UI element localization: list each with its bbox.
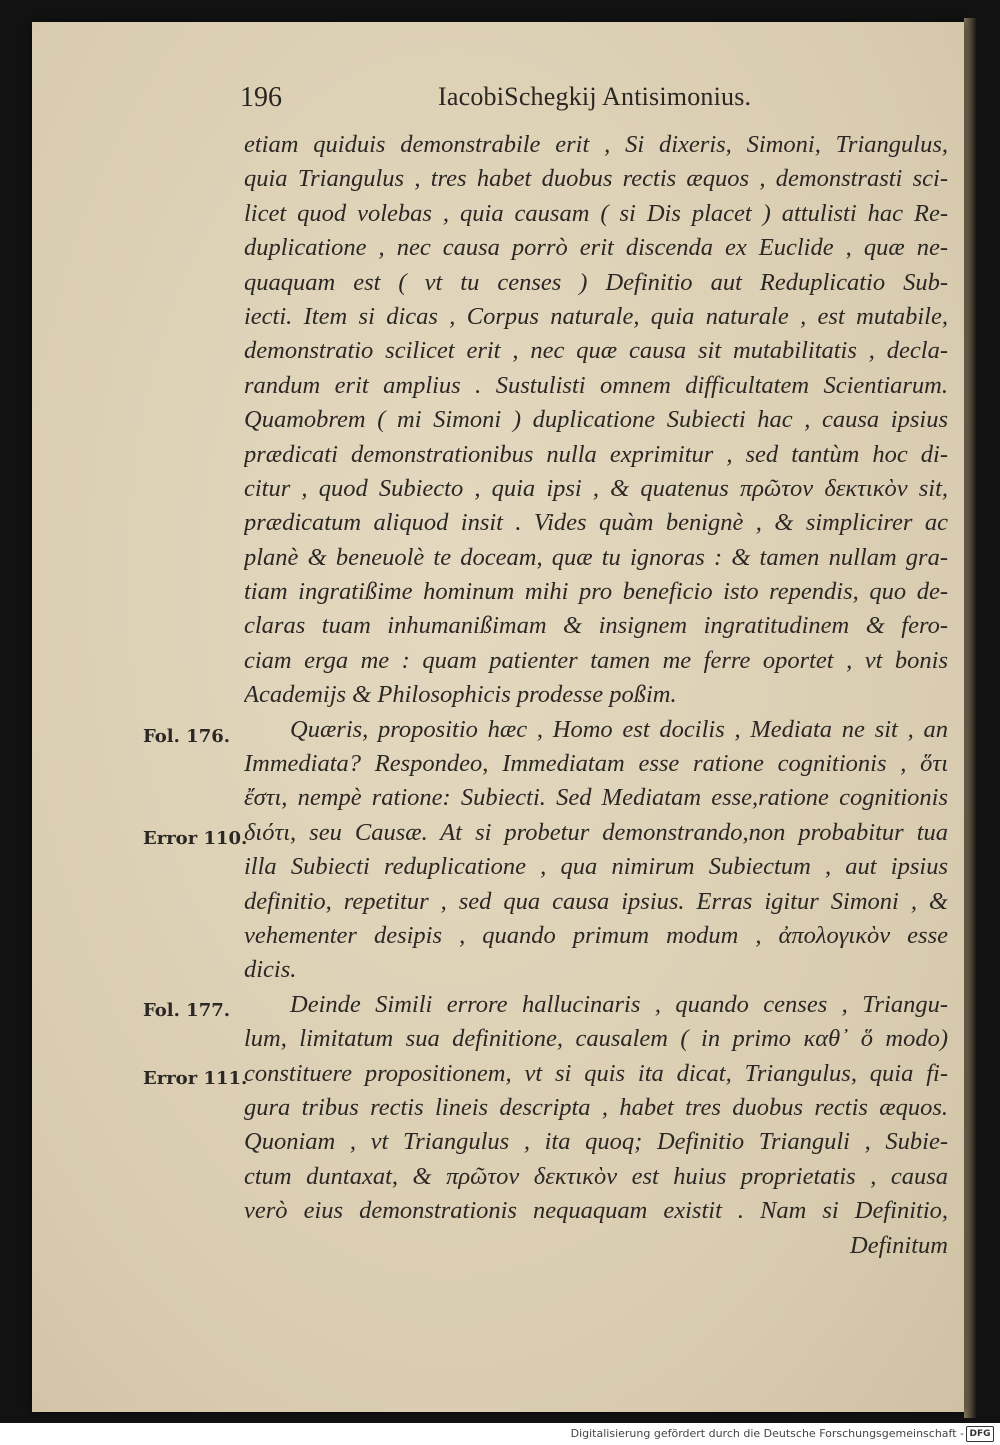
text-line: constituere propositionem, vt si quis ita dicat, Triangulus, quia fi- <box>244 1059 948 1087</box>
text-line: Academijs & Philosophicis prodesse poßim. <box>244 681 677 709</box>
page-header <box>240 82 780 122</box>
text-line: illa Subiecti reduplicatione , qua nimirum Subiectum , aut ipsius <box>244 853 948 881</box>
page-number: 196 <box>240 82 282 113</box>
text-line: Quoniam , vt Triangulus , ita quoq; Definitio Trianguli , Subie- <box>244 1128 948 1156</box>
margin-note-error-110: Error 110. <box>143 828 248 849</box>
dfg-logo-icon: DFG <box>966 1426 994 1442</box>
text-line-paragraph-start: Deinde Simili errore hallucinaris , quando censes , Triangu- <box>290 990 948 1018</box>
text-line: Immediata? Respondeo, Immediatam esse ratione cognitionis , ὅτι <box>244 750 948 778</box>
text-line: randum erit amplius . Sustulisti omnem difficultatem Scientiarum. <box>244 371 948 399</box>
text-line: Quamobrem ( mi Simoni ) duplicatione Subiecti hac , causa ipsius <box>244 406 948 434</box>
text-line: claras tuam inhumanißimam & insignem ingratitudinem & fero- <box>244 612 948 640</box>
text-line: licet quod volebas , quia causam ( si Dis placet ) attulisti hac Re- <box>244 199 948 227</box>
text-line: gura tribus rectis lineis descripta , habet tres duobus rectis æquos. <box>244 1093 948 1121</box>
funding-notice: Digitalisierung gefördert durch die Deutsche Forschungsgemeinschaft - <box>570 1427 964 1440</box>
text-line: demonstratio scilicet erit , nec quæ causa sit mutabilitatis , decla- <box>244 337 948 365</box>
text-line: etiam quiduis demonstrabile erit , Si dixeris, Simoni, Triangulus, <box>244 131 948 158</box>
text-line: quia Triangulus , tres habet duobus rectis æquos , demonstrasti sci- <box>244 165 948 193</box>
text-line: verò eius demonstrationis nequaquam existit . Nam si Definitio, <box>244 1197 948 1225</box>
text-line: quaquam est ( vt tu censes ) Definitio aut Reduplicatio Sub- <box>244 268 948 296</box>
margin-note-fol-176: Fol. 176. <box>143 726 231 747</box>
margin-note-fol-177: Fol. 177. <box>143 1000 231 1021</box>
text-line: planè & beneuolè te doceam, quæ tu ignoras : & tamen nullam gra- <box>244 543 948 571</box>
text-line: definitio, repetitur , sed qua causa ipsius. Erras igitur Simoni , & <box>244 887 948 915</box>
text-line: prædicati demonstrationibus nulla exprimitur , sed tantùm hoc di- <box>244 440 948 468</box>
text-line: dicis. <box>244 956 297 984</box>
text-line: citur , quod Subiecto , quia ipsi , & quatenus πρῶτον δεκτικὸν sit, <box>244 474 948 502</box>
text-line: vehementer desipis , quando primum modum , ἀπολογικὸν esse <box>244 921 948 949</box>
text-line: ciam erga me : quam patienter tamen me ferre oportet , vt bonis <box>244 646 948 674</box>
text-line: διότι, seu Causæ. At si probetur demonstrando,non probabitur tua <box>244 818 948 846</box>
text-line: ἔστι, nempè ratione: Subiecti. Sed Mediatam esse,ratione cognitionis <box>244 784 948 812</box>
body-text <box>244 128 948 1263</box>
margin-note-error-111: Error 111. <box>143 1068 248 1089</box>
text-line: ctum duntaxat, & πρῶτον δεκτικὸν est huius proprietatis , causa <box>244 1162 948 1190</box>
text-line: iecti. Item si dicas , Corpus naturale, quia naturale , est mutabile, <box>244 302 948 330</box>
catchword: Definitum <box>850 1231 948 1259</box>
text-line: prædicatum aliquod insit . Vides quàm benignè , & simplicirer ac <box>244 509 948 537</box>
text-line-paragraph-start: Quæris, propositio hæc , Homo est docilis , Mediata ne sit , an <box>290 715 948 743</box>
book-page-edge <box>964 18 976 1418</box>
text-line: duplicatione , nec causa porrò erit discenda ex Euclide , quæ ne- <box>244 234 948 262</box>
text-line: lum, limitatum sua definitione, causalem ( in primo καθ᾽ ὅ modo) <box>244 1025 948 1053</box>
digitization-footer <box>0 1423 1000 1445</box>
text-line: tiam ingratißime hominum mihi pro beneficio isto rependis, quo de- <box>244 578 948 606</box>
running-head: IacobiSchegkij Antisimonius. <box>438 82 752 111</box>
